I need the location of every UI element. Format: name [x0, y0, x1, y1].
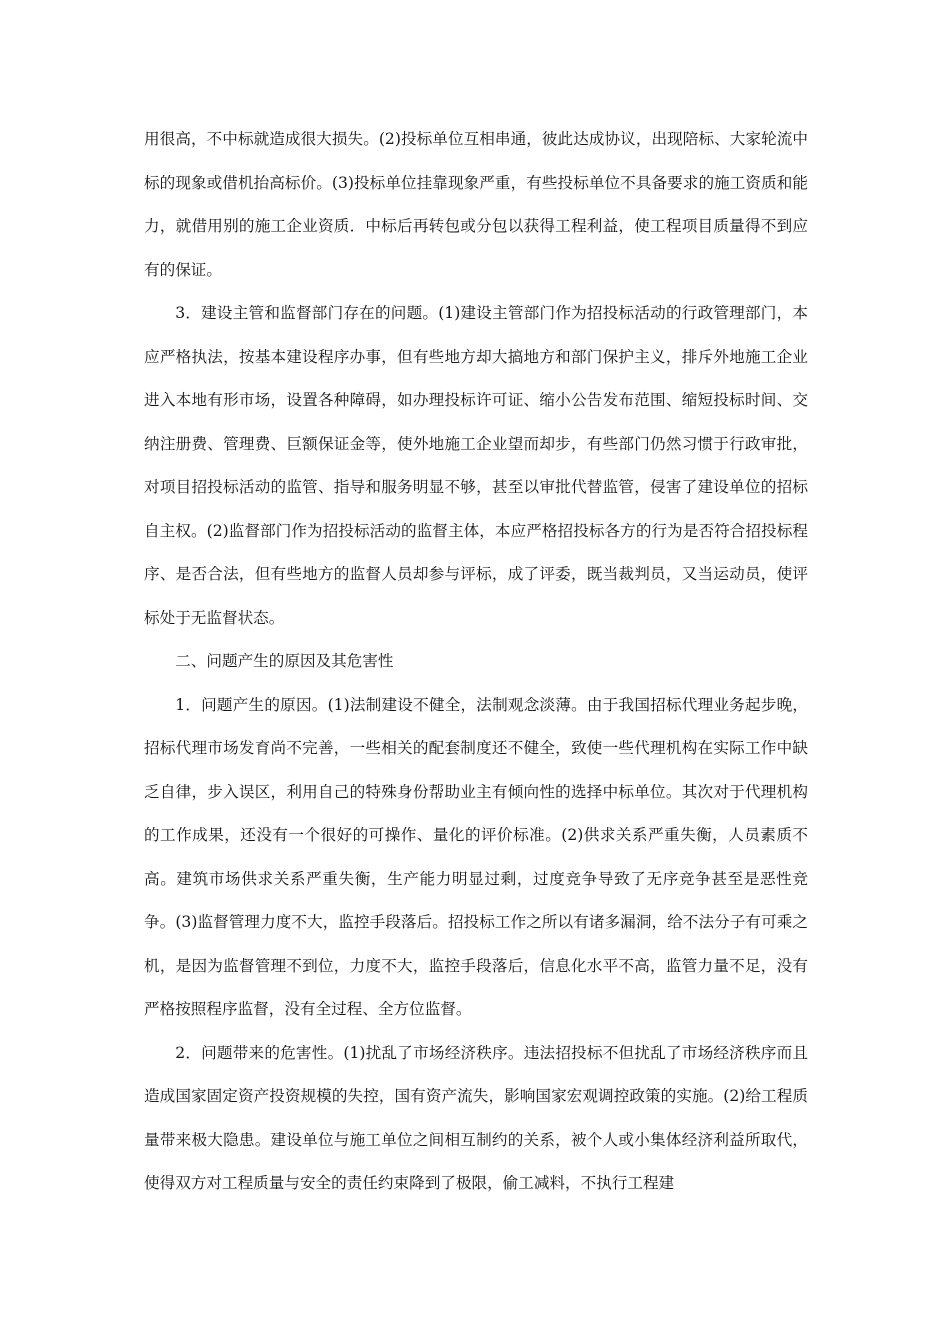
document-page: [144, 118, 808, 1206]
paragraph-continuation: 用很高，不中标就造成很大损失。(2)投标单位互相串通，彼此达成协议，出现陪标、大家轮流中标的现象或借机抬高标价。(3)投标单位挂靠现象严重，有些投标单位不具备要求的施工资质和能力，就借用别的施工企业资质．中标后再转包或分包以获得工程利益，使工程项目质量得不到应有的保证。: [144, 130, 808, 279]
section-heading-causes-and-harms: 二、问题产生的原因及其危害性: [175, 652, 394, 670]
paragraph-causes: 1．问题产生的原因。(1)法制建设不健全，法制观念淡薄。由于我国招标代理业务起步晚，招标代理市场发育尚不完善，一些相关的配套制度还不健全，致使一些代理机构在实际工作中缺乏自律，步入误区，利用自己的特殊身份帮助业主有倾向性的选择中标单位。其次对于代理机构的工作成果，还没有一个很好的可操作、量化的评价标准。(2)供求关系严重失衡，人员素质不高。建筑市场供求关系严重失衡，生产能力明显过剩，过度竞争导致了无序竞争甚至是恶性竞争。(3)监督管理力度不大，监控手段落后。招投标工作之所以有诸多漏洞，给不法分子有可乘之机，是因为监督管理不到位，力度不大，监控手段落后，信息化水平不高，监管力量不足，没有严格按照程序监督，没有全过程、全方位监督。: [144, 695, 808, 1018]
paragraph-harms: 2．问题带来的危害性。(1)扰乱了市场经济秩序。违法招投标不但扰乱了市场经济秩序而且造成国家固定资产投资规模的失控，国有资产流失，影响国家宏观调控政策的实施。(2)给工程质量带来极大隐患。建设单位与施工单位之间相互制约的关系，被个人或小集体经济利益所取代，使得双方对工程质量与安全的责任约束降到了极限，偷工减料，不执行工程建: [144, 1043, 808, 1192]
paragraph-supervision-problems: 3．建设主管和监督部门存在的问题。(1)建设主管部门作为招投标活动的行政管理部门，本应严格执法，按基本建设程序办事，但有些地方却大搞地方和部门保护主义，排斥外地施工企业进入本地有形市场，设置各种障碍，如办理投标许可证、缩小公告发布范围、缩短投标时间、交纳注册费、管理费、巨额保证金等，使外地施工企业望而却步，有些部门仍然习惯于行政审批，对项目招投标活动的监管、指导和服务明显不够，甚至以审批代替监管，侵害了建设单位的招标自主权。(2)监督部门作为招投标活动的监督主体，本应严格招投标各方的行为是否符合招投标程序、是否合法，但有些地方的监督人员却参与评标，成了评委，既当裁判员，又当运动员，使评标处于无监督状态。: [144, 304, 808, 627]
